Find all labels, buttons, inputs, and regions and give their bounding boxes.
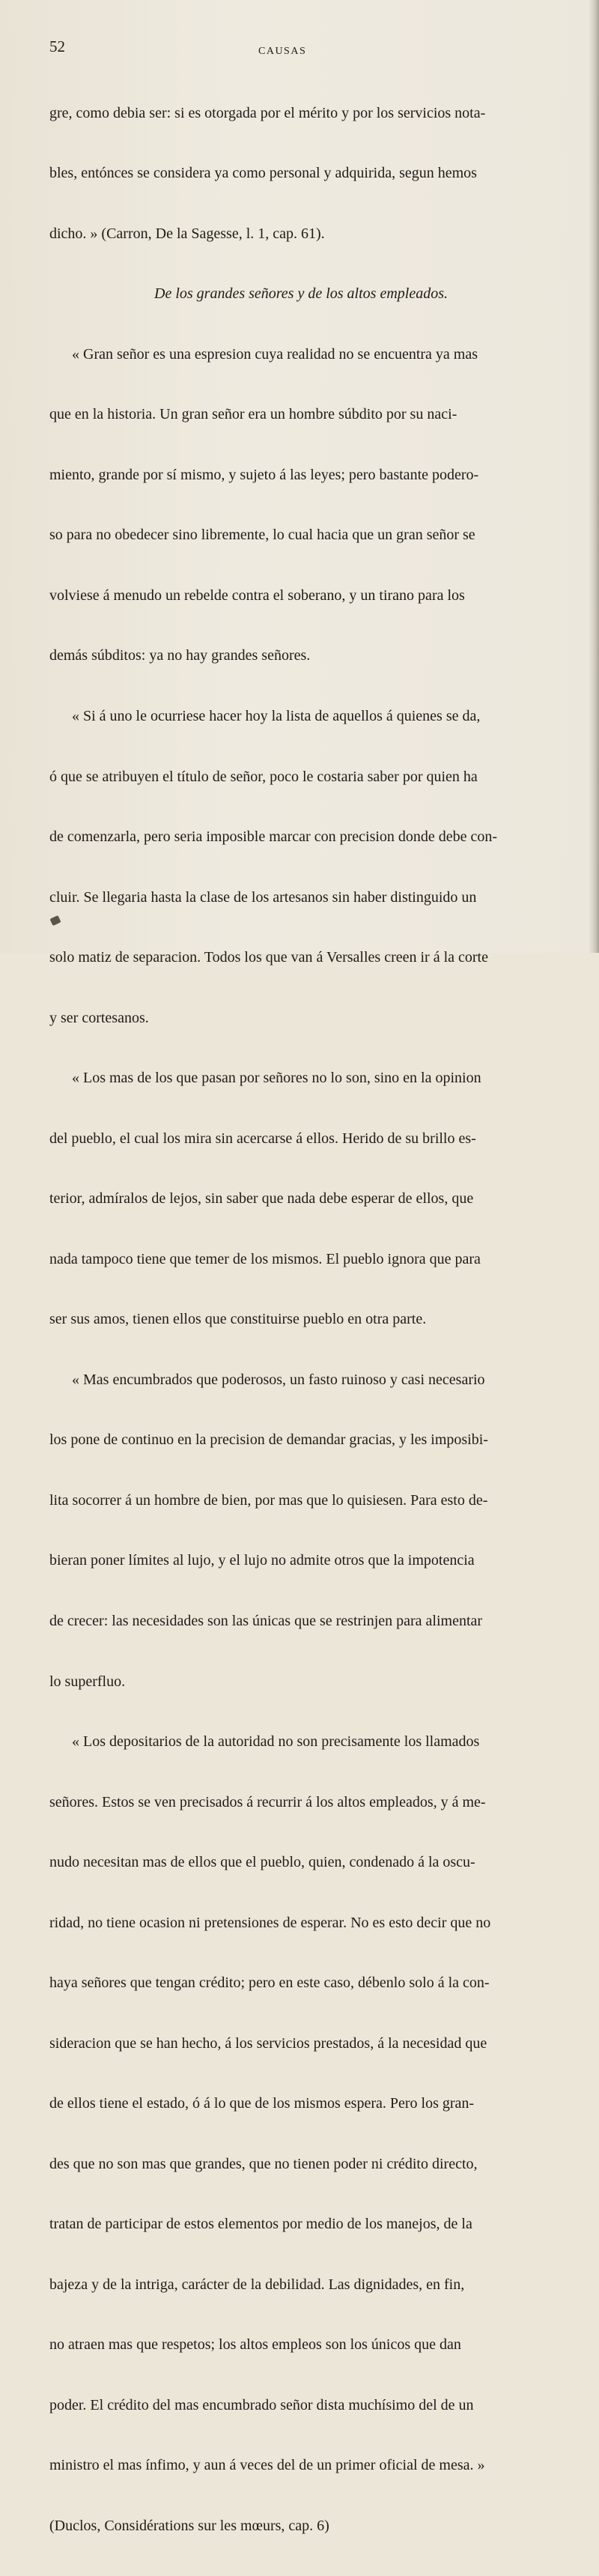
text-line: bles, entónces se considera ya como personal y adquirida, segun hemos — [49, 165, 477, 182]
text-line: sideracion que se han hecho, á los servicios prestados, á la necesidad que — [49, 2034, 487, 2052]
text-line: señores. Estos se ven precisados á recurrir á los altos empleados, y á me- — [49, 1793, 486, 1810]
body-text — [49, 63, 553, 2576]
page-number: 52 — [49, 37, 65, 55]
text-line: los pone de continuo en la precision de demandar gracias, y les imposibi- — [49, 1431, 488, 1449]
text-line: solo matiz de separacion. Todos los que van á Versalles creen ir á la corte — [49, 949, 488, 966]
text-line: « Gran señor es una espresion cuya realidad no se encuentra ya mas — [72, 345, 478, 363]
text-line: lita socorrer á un hombre de bien, por mas que lo quisiesen. Para esto de- — [49, 1491, 488, 1509]
text-line: terior, admíralos de lejos, sin saber que nada debe esperar de ellos, que — [49, 1190, 474, 1207]
text-line: no atraen mas que respetos; los altos empleos son los únicos que dan — [49, 2336, 461, 2354]
text-line: ridad, no tiene ocasion ni pretensiones de esperar. No es esto decir que no — [49, 1914, 491, 1931]
text-line: haya señores que tengan crédito; pero en este caso, débenlo solo á la con- — [49, 1975, 490, 1992]
text-line: bajeza y de la intriga, carácter de la debilidad. Las dignidades, en fin, — [49, 2276, 465, 2293]
citation-line: (Duclos, Considérations sur les mœurs, cap. 6) — [49, 2517, 329, 2534]
text-line: « Los mas de los que pasan por señores no lo son, sino en la opinion — [72, 1070, 481, 1087]
text-line: ministro el mas ínfimo, y aun á veces del de un primer oficial de mesa. » — [49, 2457, 485, 2474]
text-line: cluir. Se llegaria hasta la clase de los artesanos sin haber distinguido un — [49, 888, 477, 906]
text-line: tratan de participar de estos elementos por medio de los manejos, de la — [49, 2216, 472, 2233]
text-line: de comenzarla, pero seria imposible marcar con precision donde debe con- — [49, 828, 498, 846]
text-line: ó que se atribuyen el título de señor, poco le costaria saber por quien ha — [49, 768, 478, 785]
text-line: des que no son mas que grandes, que no tienen poder ni crédito directo, — [49, 2155, 478, 2172]
section-heading: De los grandes señores y de los altos empleados. — [154, 285, 448, 303]
text-line: de ellos tiene el estado, ó á lo que de los mismos espera. Pero los gran- — [49, 2095, 475, 2112]
text-line: demás súbditos: ya no hay grandes señores. — [49, 647, 311, 664]
text-line: gre, como debia ser: si es otorgada por el mérito y por los servicios nota- — [49, 104, 486, 121]
text-line: lo superfluo. — [49, 1673, 126, 1690]
text-line: miento, grande por sí mismo, y sujeto á las leyes; pero bastante podero- — [49, 466, 479, 483]
text-line: « Los depositarios de la autoridad no son precisamente los llamados — [72, 1733, 480, 1751]
text-line: y ser cortesanos. — [49, 1009, 149, 1026]
text-line: ser sus amos, tienen ellos que constituirse pueblo en otra parte. — [49, 1311, 427, 1328]
text-line: bieran poner límites al lujo, y el lujo no admite otros que la impotencia — [49, 1552, 475, 1569]
text-line: de crecer: las necesidades son las únicas que se restrinjen para alimentar — [49, 1612, 483, 1629]
text-line: « Si á uno le ocurriese hacer hoy la lista de aquellos á quienes se da, — [72, 708, 481, 724]
text-line: poder. El crédito del mas encumbrado señor dista muchísimo del de un — [49, 2396, 474, 2413]
text-line: so para no obedecer sino libremente, lo cual hacia que un gran señor se — [49, 527, 475, 544]
text-line: « Mas encumbrados que poderosos, un fasto ruinoso y casi necesario — [72, 1371, 485, 1388]
text-line: del pueblo, el cual los mira sin acercarse á ellos. Herido de su brillo es- — [49, 1130, 476, 1147]
text-line: nudo necesitan mas de ellos que el pueblo, quien, condenado á la oscu- — [49, 1854, 475, 1871]
page-edge-shadow — [589, 0, 599, 953]
text-line: nada tampoco tiene que temer de los mismos. El pueblo ignora que para — [49, 1250, 481, 1267]
running-head: CAUSAS — [258, 46, 307, 57]
text-line: que en la historia. Un gran señor era un hombre súbdito por su naci- — [49, 406, 457, 423]
text-line: volviese á menudo un rebelde contra el soberano, y un tirano para los — [49, 587, 465, 604]
text-line: dicho. » (Carron, De la Sagesse, l. 1, cap. 61). — [49, 225, 325, 242]
